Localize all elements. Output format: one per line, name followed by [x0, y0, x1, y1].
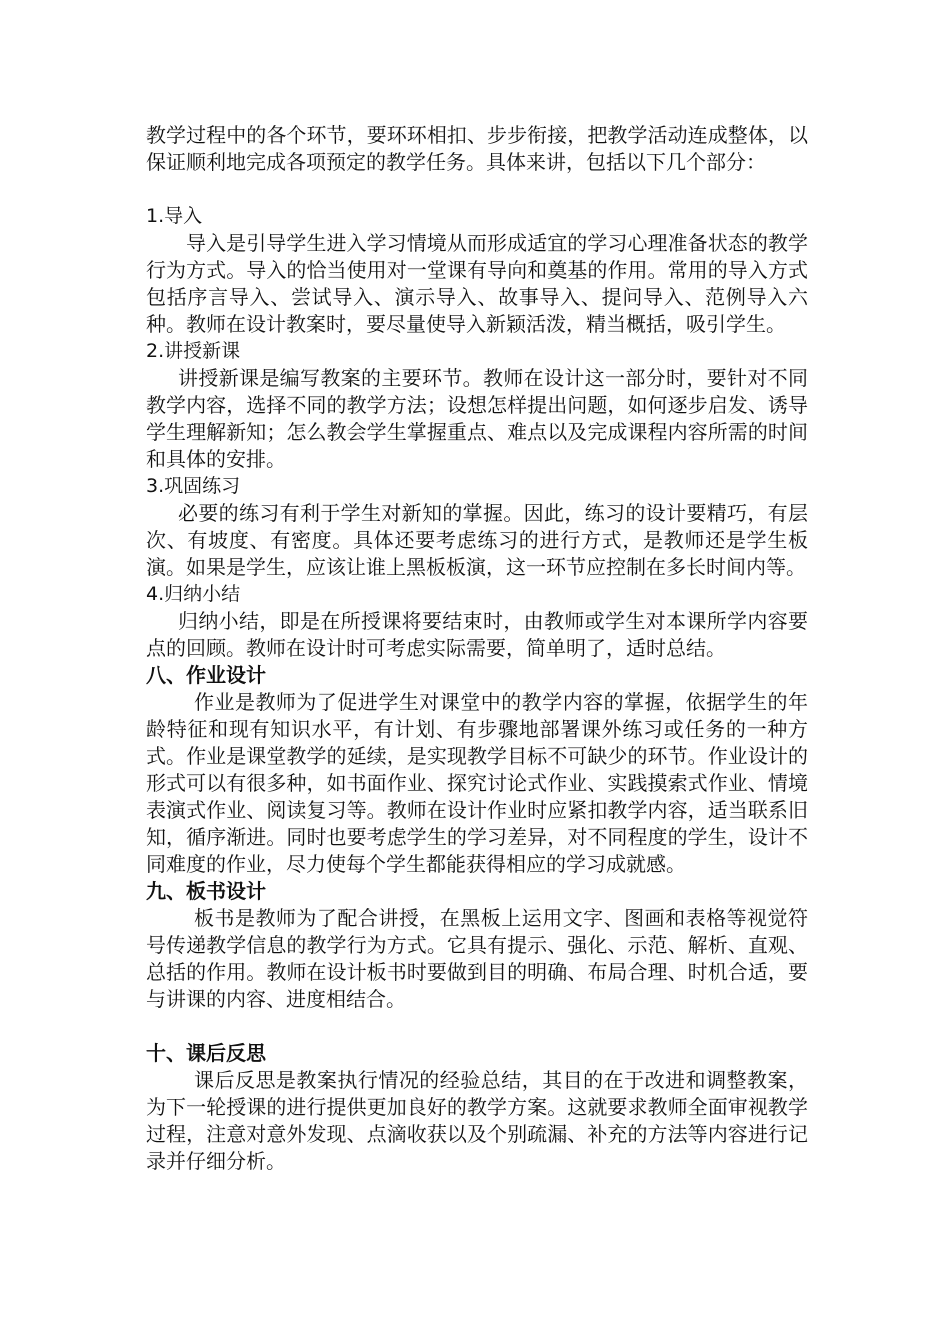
section-heading-blackboard: 九、板书设计 — [146, 879, 266, 903]
subsection-body-new-lesson: 讲授新课是编写教案的主要环节。教师在设计这一部分时，要针对不同教学内容，选择不同的教学方法；设想怎样提出问题，如何逐步启发、诱导学生理解新知；怎么教会学生掌握重点、难点以及完成课程内容所需的时间和具体的安排。 — [146, 366, 808, 471]
spacer — [146, 176, 808, 203]
section-heading-reflection: 十、课后反思 — [146, 1041, 266, 1065]
subsection-body-intro: 导入是引导学生进入学习情境从而形成适宜的学习心理准备状态的教学行为方式。导入的恰当使用对一堂课有导向和奠基的作用。常用的导入方式包括序言导入、尝试导入、演示导入、故事导入、提问导入、范例导入六种。教师在设计教案时，要尽量使导入新颖活泼，精当概括，吸引学生。 — [146, 231, 808, 336]
subsection-heading-intro: 1.导入 — [146, 205, 203, 227]
section-body-blackboard: 板书是教师为了配合讲授，在黑板上运用文字、图画和表格等视觉符号传递教学信息的教学行为方式。它具有提示、强化、示范、解析、直观、总括的作用。教师在设计板书时要做到目的明确、布局合理、时机合适，要与讲课的内容、进度相结合。 — [146, 906, 808, 1011]
subsection-body-practice: 必要的练习有利于学生对新知的掌握。因此，练习的设计要精巧，有层次、有坡度、有密度。具体还要考虑练习的进行方式，是教师还是学生板演。如果是学生，应该让谁上黑板板演，这一环节应控制在多长时间内等。 — [146, 501, 808, 579]
subsection-heading-new-lesson: 2.讲授新课 — [146, 340, 241, 362]
section-body-reflection: 课后反思是教案执行情况的经验总结，其目的在于改进和调整教案，为下一轮授课的进行提供更加良好的教学方案。这就要求教师全面审视教学过程，注意对意外发现、点滴收获以及个别疏漏、补充的方法等内容进行记录并仔细分析。 — [146, 1068, 808, 1173]
spacer — [146, 1013, 808, 1040]
subsection-body-summary: 归纳小结，即是在所授课将要结束时，由教师或学生对本课所学内容要点的回顾。教师在设计时可考虑实际需要，简单明了，适时总结。 — [146, 609, 808, 660]
section-heading-homework: 八、作业设计 — [146, 663, 266, 687]
subsection-heading-summary: 4.归纳小结 — [146, 583, 241, 605]
subsection-heading-practice: 3.巩固练习 — [146, 475, 241, 497]
document-page — [146, 122, 808, 1175]
intro-paragraph: 教学过程中的各个环节，要环环相扣、步步衔接，把教学活动连成整体，以保证顺利地完成各项预定的教学任务。具体来讲，包括以下几个部分： — [146, 123, 808, 174]
section-body-homework: 作业是教师为了促进学生对课堂中的教学内容的掌握，依据学生的年龄特征和现有知识水平，有计划、有步骤地部署课外练习或任务的一种方式。作业是课堂教学的延续，是实现教学目标不可缺少的环节。作业设计的形式可以有很多种，如书面作业、探究讨论式作业、实践摸索式作业、情境表演式作业、阅读复习等。教师在设计作业时应紧扣教学内容，适当联系旧知，循序渐进。同时也要考虑学生的学习差异，对不同程度的学生，设计不同难度的作业，尽力使每个学生都能获得相应的学习成就感。 — [146, 690, 808, 876]
